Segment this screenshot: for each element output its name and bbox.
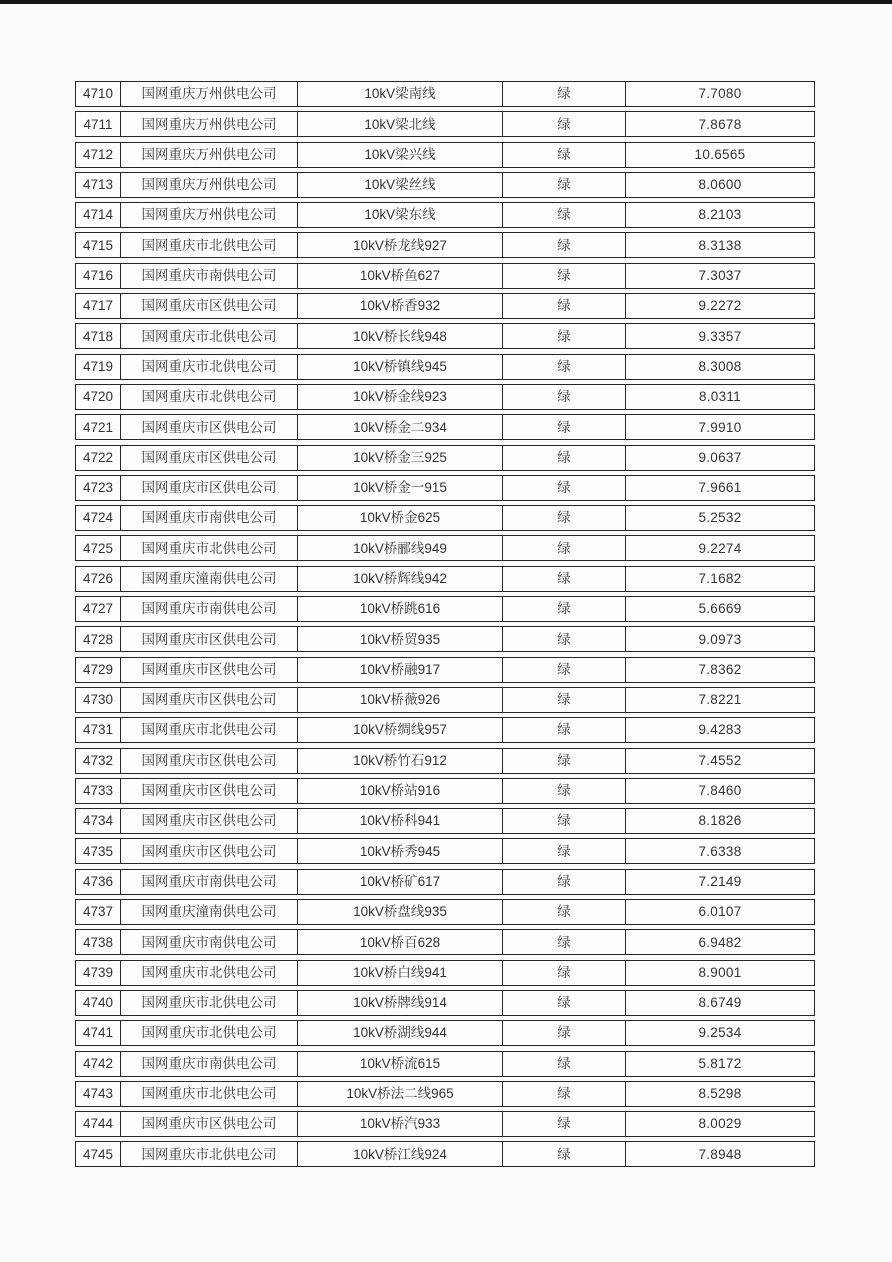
status-cell: 绿 [502, 385, 625, 409]
table-row [75, 808, 815, 834]
row-id-cell: 4732 [82, 752, 114, 768]
value-cell: 9.0973 [625, 627, 814, 651]
status-cell: 绿 [502, 82, 625, 106]
line-name-cell: 10kV桥金一915 [297, 476, 502, 500]
status-cell: 绿 [502, 324, 625, 348]
status-cell: 绿 [502, 112, 625, 136]
line-name-cell: 10kV桥郦线949 [297, 536, 502, 560]
status-cell: 绿 [502, 203, 625, 227]
value-cell: 8.5298 [625, 1082, 814, 1106]
row-id-cell: 4742 [82, 1055, 114, 1071]
status-cell: 绿 [502, 809, 625, 833]
line-name-cell: 10kV桥百628 [297, 930, 502, 954]
value-cell: 8.1826 [625, 809, 814, 833]
value-cell: 5.8172 [625, 1052, 814, 1076]
company-cell: 国网重庆市南供电公司 [120, 597, 297, 621]
table-row [75, 1020, 815, 1046]
table-row [75, 475, 815, 501]
value-cell: 7.8460 [625, 779, 814, 803]
status-cell: 绿 [502, 233, 625, 257]
power-line-table [75, 81, 815, 1172]
row-id-cell: 4736 [82, 873, 114, 889]
line-name-cell: 10kV桥龙线927 [297, 233, 502, 257]
status-cell: 绿 [502, 567, 625, 591]
company-cell: 国网重庆市区供电公司 [120, 1112, 297, 1136]
status-cell: 绿 [502, 143, 625, 167]
status-cell: 绿 [502, 173, 625, 197]
row-id-cell: 4745 [82, 1146, 114, 1162]
value-cell: 7.8678 [625, 112, 814, 136]
table-row [75, 566, 815, 592]
company-cell: 国网重庆市区供电公司 [120, 446, 297, 470]
value-cell: 8.0600 [625, 173, 814, 197]
company-cell: 国网重庆万州供电公司 [120, 112, 297, 136]
status-cell: 绿 [502, 264, 625, 288]
company-cell: 国网重庆市区供电公司 [120, 294, 297, 318]
line-name-cell: 10kV桥江线924 [297, 1142, 502, 1166]
status-cell: 绿 [502, 870, 625, 894]
company-cell: 国网重庆市区供电公司 [120, 476, 297, 500]
company-cell: 国网重庆市区供电公司 [120, 658, 297, 682]
table-row [75, 202, 815, 228]
line-name-cell: 10kV桥流615 [297, 1052, 502, 1076]
row-id-cell: 4739 [82, 964, 114, 980]
table-row [75, 142, 815, 168]
table-row [75, 1141, 815, 1167]
value-cell: 8.0311 [625, 385, 814, 409]
row-id-cell: 4721 [82, 419, 114, 435]
company-cell: 国网重庆万州供电公司 [120, 143, 297, 167]
value-cell: 7.8948 [625, 1142, 814, 1166]
row-id-cell: 4719 [82, 358, 114, 374]
status-cell: 绿 [502, 506, 625, 530]
row-id-cell: 4717 [82, 298, 114, 314]
row-id-cell: 4713 [82, 177, 114, 193]
table-row [75, 81, 815, 107]
table-row [75, 929, 815, 955]
table-row [75, 323, 815, 349]
table-row [75, 1051, 815, 1077]
page-top-divider [0, 0, 892, 4]
row-id-cell: 4724 [82, 510, 114, 526]
status-cell: 绿 [502, 294, 625, 318]
line-name-cell: 10kV桥金二934 [297, 415, 502, 439]
company-cell: 国网重庆万州供电公司 [120, 82, 297, 106]
company-cell: 国网重庆市北供电公司 [120, 385, 297, 409]
status-cell: 绿 [502, 1052, 625, 1076]
line-name-cell: 10kV桥辉线942 [297, 567, 502, 591]
row-id-cell: 4722 [82, 449, 114, 465]
table-row [75, 172, 815, 198]
status-cell: 绿 [502, 536, 625, 560]
value-cell: 8.9001 [625, 961, 814, 985]
row-id-cell: 4720 [82, 389, 114, 405]
status-cell: 绿 [502, 627, 625, 651]
value-cell: 7.6338 [625, 839, 814, 863]
status-cell: 绿 [502, 1142, 625, 1166]
status-cell: 绿 [502, 1021, 625, 1045]
line-name-cell: 10kV桥绸线957 [297, 718, 502, 742]
status-cell: 绿 [502, 415, 625, 439]
company-cell: 国网重庆市北供电公司 [120, 324, 297, 348]
row-id-cell: 4737 [82, 904, 114, 920]
status-cell: 绿 [502, 446, 625, 470]
value-cell: 10.6565 [625, 143, 814, 167]
value-cell: 7.9661 [625, 476, 814, 500]
company-cell: 国网重庆市区供电公司 [120, 779, 297, 803]
company-cell: 国网重庆市南供电公司 [120, 264, 297, 288]
line-name-cell: 10kV桥法二线965 [297, 1082, 502, 1106]
line-name-cell: 10kV桥牌线914 [297, 991, 502, 1015]
table-row [75, 960, 815, 986]
company-cell: 国网重庆潼南供电公司 [120, 900, 297, 924]
company-cell: 国网重庆市北供电公司 [120, 1082, 297, 1106]
company-cell: 国网重庆市北供电公司 [120, 355, 297, 379]
table-row [75, 354, 815, 380]
row-id-cell: 4743 [82, 1086, 114, 1102]
value-cell: 6.0107 [625, 900, 814, 924]
company-cell: 国网重庆市北供电公司 [120, 991, 297, 1015]
row-id-cell: 4738 [82, 934, 114, 950]
status-cell: 绿 [502, 597, 625, 621]
value-cell: 6.9482 [625, 930, 814, 954]
company-cell: 国网重庆市南供电公司 [120, 870, 297, 894]
row-id-cell: 4733 [82, 783, 114, 799]
company-cell: 国网重庆市区供电公司 [120, 809, 297, 833]
value-cell: 8.6749 [625, 991, 814, 1015]
row-id-cell: 4716 [82, 268, 114, 284]
company-cell: 国网重庆市南供电公司 [120, 506, 297, 530]
row-id-cell: 4731 [82, 722, 114, 738]
line-name-cell: 10kV桥科941 [297, 809, 502, 833]
table-row [75, 838, 815, 864]
value-cell: 5.6669 [625, 597, 814, 621]
company-cell: 国网重庆市区供电公司 [120, 688, 297, 712]
line-name-cell: 10kV桥湖线944 [297, 1021, 502, 1045]
table-row [75, 505, 815, 531]
row-id-cell: 4726 [82, 571, 114, 586]
line-name-cell: 10kV桥香932 [297, 294, 502, 318]
row-id-cell: 4710 [82, 86, 114, 102]
table-row [75, 717, 815, 743]
line-name-cell: 10kV桥站916 [297, 779, 502, 803]
row-id-cell: 4712 [82, 146, 114, 162]
status-cell: 绿 [502, 1112, 625, 1136]
line-name-cell: 10kV桥矿617 [297, 870, 502, 894]
line-name-cell: 10kV梁兴线 [297, 143, 502, 167]
company-cell: 国网重庆市区供电公司 [120, 415, 297, 439]
line-name-cell: 10kV梁东线 [297, 203, 502, 227]
line-name-cell: 10kV桥竹石912 [297, 749, 502, 773]
table-row [75, 869, 815, 895]
row-id-cell: 4714 [82, 207, 114, 223]
table-row [75, 748, 815, 774]
row-id-cell: 4741 [82, 1025, 114, 1041]
table-row [75, 293, 815, 319]
company-cell: 国网重庆市北供电公司 [120, 1142, 297, 1166]
value-cell: 9.3357 [625, 324, 814, 348]
line-name-cell: 10kV梁丝线 [297, 173, 502, 197]
table-row [75, 384, 815, 410]
row-id-cell: 4711 [83, 116, 113, 132]
status-cell: 绿 [502, 1082, 625, 1106]
table-row [75, 778, 815, 804]
line-name-cell: 10kV桥盘线935 [297, 900, 502, 924]
row-id-cell: 4723 [82, 480, 114, 496]
value-cell: 9.4283 [625, 718, 814, 742]
table-row [75, 263, 815, 289]
status-cell: 绿 [502, 355, 625, 379]
line-name-cell: 10kV桥鱼627 [297, 264, 502, 288]
value-cell: 7.7080 [625, 82, 814, 106]
table-row [75, 687, 815, 713]
line-name-cell: 10kV桥薇926 [297, 688, 502, 712]
table-row [75, 990, 815, 1016]
value-cell: 7.4552 [625, 749, 814, 773]
company-cell: 国网重庆市北供电公司 [120, 233, 297, 257]
row-id-cell: 4725 [82, 540, 114, 556]
status-cell: 绿 [502, 900, 625, 924]
company-cell: 国网重庆潼南供电公司 [120, 567, 297, 591]
row-id-cell: 4735 [82, 843, 114, 859]
company-cell: 国网重庆市北供电公司 [120, 961, 297, 985]
value-cell: 9.2274 [625, 536, 814, 560]
table-row [75, 899, 815, 925]
company-cell: 国网重庆万州供电公司 [120, 173, 297, 197]
table-row [75, 414, 815, 440]
table-row [75, 626, 815, 652]
value-cell: 5.2532 [625, 506, 814, 530]
line-name-cell: 10kV桥长线948 [297, 324, 502, 348]
status-cell: 绿 [502, 991, 625, 1015]
table-row [75, 232, 815, 258]
status-cell: 绿 [502, 779, 625, 803]
status-cell: 绿 [502, 476, 625, 500]
value-cell: 9.0637 [625, 446, 814, 470]
value-cell: 7.9910 [625, 415, 814, 439]
line-name-cell: 10kV桥贸935 [297, 627, 502, 651]
table-row [75, 596, 815, 622]
value-cell: 9.2534 [625, 1021, 814, 1045]
status-cell: 绿 [502, 688, 625, 712]
row-id-cell: 4730 [82, 692, 114, 708]
table-row [75, 111, 815, 137]
company-cell: 国网重庆市区供电公司 [120, 839, 297, 863]
value-cell: 8.0029 [625, 1112, 814, 1136]
status-cell: 绿 [502, 930, 625, 954]
status-cell: 绿 [502, 718, 625, 742]
row-id-cell: 4734 [82, 813, 114, 829]
company-cell: 国网重庆万州供电公司 [120, 203, 297, 227]
line-name-cell: 10kV桥白线941 [297, 961, 502, 985]
status-cell: 绿 [502, 839, 625, 863]
value-cell: 7.3037 [625, 264, 814, 288]
line-name-cell: 10kV梁北线 [297, 112, 502, 136]
table-row [75, 1081, 815, 1107]
value-cell: 8.3138 [625, 233, 814, 257]
company-cell: 国网重庆市区供电公司 [120, 627, 297, 651]
value-cell: 8.3008 [625, 355, 814, 379]
value-cell: 7.8221 [625, 688, 814, 712]
line-name-cell: 10kV桥汽933 [297, 1112, 502, 1136]
table-row [75, 1111, 815, 1137]
line-name-cell: 10kV桥融917 [297, 658, 502, 682]
status-cell: 绿 [502, 961, 625, 985]
table-row [75, 657, 815, 683]
company-cell: 国网重庆市北供电公司 [120, 1021, 297, 1045]
line-name-cell: 10kV梁南线 [297, 82, 502, 106]
value-cell: 9.2272 [625, 294, 814, 318]
company-cell: 国网重庆市北供电公司 [120, 536, 297, 560]
company-cell: 国网重庆市南供电公司 [120, 1052, 297, 1076]
table-row [75, 445, 815, 471]
line-name-cell: 10kV桥金三925 [297, 446, 502, 470]
table-row [75, 535, 815, 561]
value-cell: 7.8362 [625, 658, 814, 682]
line-name-cell: 10kV桥镇线945 [297, 355, 502, 379]
row-id-cell: 4744 [82, 1116, 114, 1132]
company-cell: 国网重庆市北供电公司 [120, 718, 297, 742]
row-id-cell: 4729 [82, 661, 114, 677]
company-cell: 国网重庆市区供电公司 [120, 749, 297, 773]
value-cell: 7.2149 [625, 870, 814, 894]
row-id-cell: 4727 [82, 601, 114, 617]
line-name-cell: 10kV桥金线923 [297, 385, 502, 409]
status-cell: 绿 [502, 749, 625, 773]
row-id-cell: 4728 [82, 631, 114, 647]
row-id-cell: 4740 [82, 995, 114, 1011]
value-cell: 7.1682 [625, 567, 814, 591]
line-name-cell: 10kV桥金625 [297, 506, 502, 530]
row-id-cell: 4718 [82, 328, 114, 344]
status-cell: 绿 [502, 658, 625, 682]
value-cell: 8.2103 [625, 203, 814, 227]
line-name-cell: 10kV桥跳616 [297, 597, 502, 621]
line-name-cell: 10kV桥秀945 [297, 839, 502, 863]
row-id-cell: 4715 [82, 237, 114, 253]
company-cell: 国网重庆市南供电公司 [120, 930, 297, 954]
